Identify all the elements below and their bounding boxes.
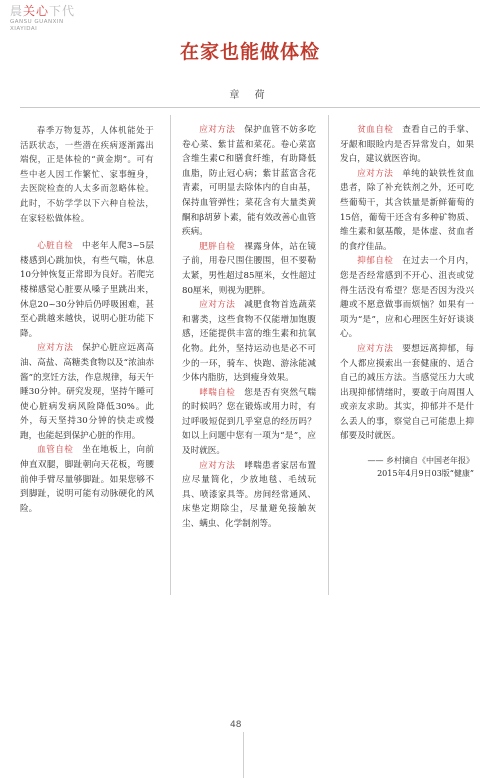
paragraph-fat: 肥胖自检 裸露身体，站在镜子前，用卷尺围住腰围，但不要勒太紧，男性超过85厘米，女性超过80厘米，则视为肥胖。 xyxy=(182,241,316,296)
page-number-rule xyxy=(243,732,244,778)
column-2 xyxy=(182,123,316,532)
article-title: 在家也能做体检 xyxy=(179,41,320,63)
heading-depress-cope: 应对方法 xyxy=(357,343,394,354)
heading-asthma-cope: 应对方法 xyxy=(199,460,236,471)
heading-asthma: 哮喘自检 xyxy=(199,387,236,398)
paragraph-heart-cope: 应对方法 保护心脏应远离高油、高盐、高糖类食物以及“浓油赤酱”的烹饪方法，作息规律，每天午睡30分钟。研究发现，坚持午睡可使心脏病发病风险降低30%。此外，每天坚持30分钟的快走或慢跑，也能起到保护心脏的作用。 xyxy=(20,343,154,441)
column-3 xyxy=(340,123,474,480)
page-number: 48 xyxy=(230,720,242,730)
column-1 xyxy=(20,123,154,516)
paragraph-asthma: 哮喘自检 您是否有突然气喘的时候吗？您在锻炼或用力时，有过呼吸短促到几乎窒息的经历吗？如以上问题中您有一项为“是”，应及时就医。 xyxy=(182,387,316,457)
paragraph-vessel-cope: 应对方法 保护血管不妨多吃卷心菜、紫甘蓝和菜花。卷心菜富含维生素C和膳食纤维，有助降低血脂，防止冠心病；紫甘蓝富含花青素，可明显去除体内的自由基，保持血管弹性；菜花含有大量类黄酮和β胡萝卜素，能有效改善心血管疾病。 xyxy=(182,125,316,238)
magazine-subtitle-line2: XIAYIDAI xyxy=(10,26,38,32)
heading-fat: 肥胖自检 xyxy=(199,241,236,252)
heading-anemia: 贫血自检 xyxy=(357,125,394,135)
heading-anemia-cope: 应对方法 xyxy=(357,168,394,179)
intro-paragraph: 春季万物复苏，人体机能处于活跃状态，一些潜在疾病逐渐露出端倪，正是体检的“黄金期”。可有些中老人因工作繁忙、家事缠身，去医院检查的人太多而忽略体检。此时，不妨学学以下六种自检法，在家轻松做体检。 xyxy=(20,125,154,223)
heading-heart: 心脏自检 xyxy=(37,241,74,252)
heading-depress: 抑郁自检 xyxy=(357,256,394,267)
magazine-logo: 晨关心下代 xyxy=(10,4,76,18)
paragraph-depress: 抑郁自检 在过去一个月内，您是否经常感到不开心、沮丧或觉得生活没有希望？您是否因为没兴趣或不愿意做事而烦恼？如果有一项为“是”，应和心理医生好好谈谈心。 xyxy=(340,256,474,340)
heading-vessel-cope: 应对方法 xyxy=(199,125,236,135)
heading-fat-cope: 应对方法 xyxy=(199,300,236,311)
header-divider xyxy=(20,107,480,108)
heading-heart-cope: 应对方法 xyxy=(37,343,74,354)
masthead xyxy=(10,2,170,32)
magazine-subtitle-line1: GANSU GUANXIN xyxy=(10,19,64,25)
paragraph-fat-cope: 应对方法 减肥食物首选蔬菜和薯类，这些食物不仅能增加饱腹感，还能提供丰富的维生素和抗氧化物。此外，坚持运动也是必不可少的一环，骑车、快跑、游泳能减少体内脂肪，达到瘦身效果。 xyxy=(182,300,316,384)
paragraph-vessel: 血管自检 坐在地板上，向前伸直双腿，脚趾朝向天花板，弯腰前伸手臂尽量够脚趾。如果您够不到脚趾，说明可能有动脉硬化的风险。 xyxy=(20,445,154,514)
paragraph-heart: 心脏自检 中老年人爬3~5层楼感到心跳加快，有些气喘，休息10分钟恢复正常即为良好。若爬完楼梯感觉心脏要从嗓子里跳出来，休息20~30分钟后仍呼吸困难，甚至心跳越来越快，说明心脏功能下降。 xyxy=(20,241,154,339)
column-divider-1 xyxy=(170,115,171,595)
paragraph-anemia-cope: 应对方法 单纯的缺铁性贫血患者，除了补充铁剂之外，还可吃些葡萄干，其含铁量是新鲜葡萄的15倍，葡萄干还含有多种矿物质、维生素和氨基酸，是体虚、贫血者的食疗佳品。 xyxy=(340,168,474,252)
paragraph-anemia: 贫血自检 查看自己的手掌、牙龈和眼睑内是否异常发白，如果发白，建议就医咨询。 xyxy=(340,125,474,165)
heading-vessel: 血管自检 xyxy=(37,445,74,456)
column-divider-2 xyxy=(328,115,329,595)
paragraph-depress-cope: 应对方法 要想远离抑郁，每个人都应摸索出一套健康的、适合自己的减压方法。当感觉压力大或出现抑郁情绪时，要敢于向周围人或亲友求助。其实，抑郁并不是什么丢人的事，察觉自己可能患上抑郁要及时就医。 xyxy=(340,343,474,442)
article-author: 章 荷 xyxy=(229,90,271,101)
source-credit: —— 乡村摘自《中国老年报》 2015年4月9日03版“健康” xyxy=(367,456,474,479)
paragraph-asthma-cope: 应对方法 哮喘患者家居布置应尽量简化，少放地毯、毛绒玩具、喷漆家具等。房间经常通风、床垫定期除尘，尽量避免接触灰尘、螨虫、化学制剂等。 xyxy=(182,460,316,530)
